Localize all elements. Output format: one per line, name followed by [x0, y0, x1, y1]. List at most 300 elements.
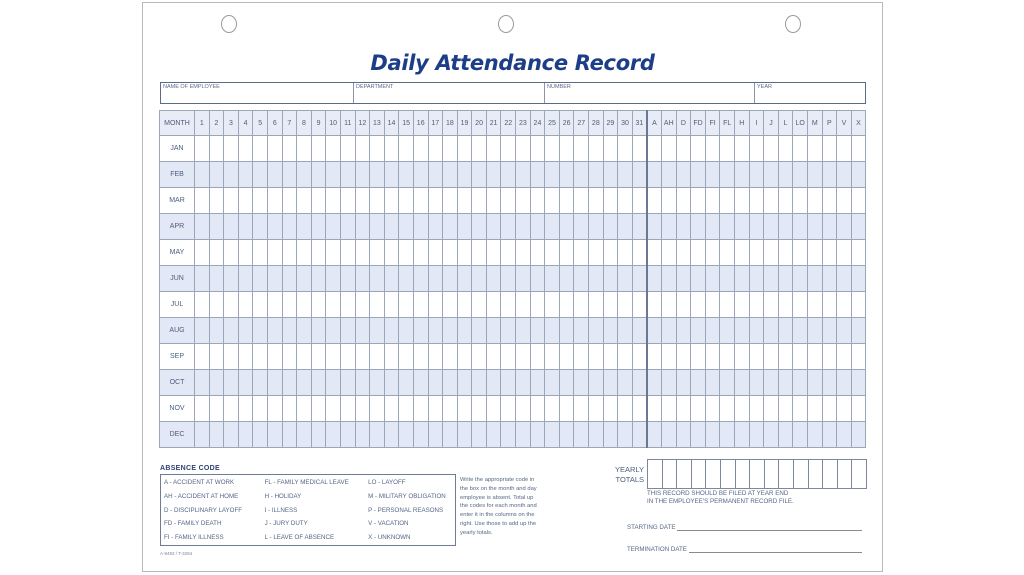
day-cell[interactable]: [457, 136, 472, 162]
code-total-cell[interactable]: [778, 240, 793, 266]
code-total-cell[interactable]: [778, 370, 793, 396]
day-cell[interactable]: [428, 162, 443, 188]
day-cell[interactable]: [545, 318, 560, 344]
day-cell[interactable]: [224, 240, 239, 266]
day-cell[interactable]: [501, 136, 516, 162]
day-cell[interactable]: [355, 162, 370, 188]
day-cell[interactable]: [603, 396, 618, 422]
day-cell[interactable]: [399, 266, 414, 292]
day-cell[interactable]: [530, 188, 545, 214]
code-total-cell[interactable]: [807, 422, 822, 448]
day-cell[interactable]: [340, 318, 355, 344]
code-total-cell[interactable]: [778, 292, 793, 318]
day-cell[interactable]: [472, 344, 487, 370]
day-cell[interactable]: [589, 318, 604, 344]
day-cell[interactable]: [340, 266, 355, 292]
code-total-cell[interactable]: [778, 396, 793, 422]
day-cell[interactable]: [282, 266, 297, 292]
day-cell[interactable]: [326, 396, 341, 422]
code-total-cell[interactable]: [662, 292, 677, 318]
day-cell[interactable]: [516, 214, 531, 240]
yearly-total-cell[interactable]: [735, 460, 750, 489]
day-cell[interactable]: [559, 422, 574, 448]
day-cell[interactable]: [603, 188, 618, 214]
code-total-cell[interactable]: [749, 240, 764, 266]
day-cell[interactable]: [195, 318, 210, 344]
day-cell[interactable]: [413, 344, 428, 370]
day-cell[interactable]: [370, 136, 385, 162]
code-total-cell[interactable]: [822, 136, 837, 162]
day-cell[interactable]: [530, 422, 545, 448]
code-total-cell[interactable]: [705, 396, 720, 422]
code-total-cell[interactable]: [764, 396, 779, 422]
day-cell[interactable]: [589, 188, 604, 214]
day-cell[interactable]: [443, 188, 458, 214]
code-total-cell[interactable]: [749, 188, 764, 214]
code-total-cell[interactable]: [764, 344, 779, 370]
day-cell[interactable]: [399, 188, 414, 214]
day-cell[interactable]: [559, 292, 574, 318]
day-cell[interactable]: [516, 344, 531, 370]
day-cell[interactable]: [355, 318, 370, 344]
day-cell[interactable]: [282, 240, 297, 266]
day-cell[interactable]: [355, 266, 370, 292]
code-total-cell[interactable]: [793, 162, 808, 188]
day-cell[interactable]: [443, 214, 458, 240]
code-total-cell[interactable]: [851, 318, 866, 344]
day-cell[interactable]: [457, 292, 472, 318]
day-cell[interactable]: [267, 240, 282, 266]
day-cell[interactable]: [501, 162, 516, 188]
day-cell[interactable]: [618, 370, 633, 396]
yearly-total-cell[interactable]: [779, 460, 794, 489]
code-total-cell[interactable]: [837, 370, 852, 396]
yearly-total-cell[interactable]: [662, 460, 677, 489]
yearly-total-cell[interactable]: [823, 460, 838, 489]
code-total-cell[interactable]: [764, 240, 779, 266]
day-cell[interactable]: [267, 136, 282, 162]
day-cell[interactable]: [297, 370, 312, 396]
day-cell[interactable]: [267, 292, 282, 318]
day-cell[interactable]: [209, 188, 224, 214]
code-total-cell[interactable]: [647, 318, 662, 344]
code-total-cell[interactable]: [807, 240, 822, 266]
day-cell[interactable]: [297, 292, 312, 318]
day-cell[interactable]: [457, 318, 472, 344]
day-cell[interactable]: [486, 396, 501, 422]
code-total-cell[interactable]: [647, 162, 662, 188]
code-total-cell[interactable]: [793, 188, 808, 214]
day-cell[interactable]: [238, 318, 253, 344]
day-cell[interactable]: [195, 422, 210, 448]
day-cell[interactable]: [472, 136, 487, 162]
day-cell[interactable]: [253, 292, 268, 318]
code-total-cell[interactable]: [705, 214, 720, 240]
day-cell[interactable]: [516, 240, 531, 266]
day-cell[interactable]: [545, 162, 560, 188]
code-total-cell[interactable]: [764, 162, 779, 188]
code-total-cell[interactable]: [822, 292, 837, 318]
code-total-cell[interactable]: [662, 396, 677, 422]
day-cell[interactable]: [486, 214, 501, 240]
day-cell[interactable]: [209, 214, 224, 240]
day-cell[interactable]: [443, 136, 458, 162]
day-cell[interactable]: [530, 136, 545, 162]
day-cell[interactable]: [311, 318, 326, 344]
day-cell[interactable]: [267, 344, 282, 370]
day-cell[interactable]: [209, 240, 224, 266]
day-cell[interactable]: [603, 292, 618, 318]
day-cell[interactable]: [340, 214, 355, 240]
code-total-cell[interactable]: [691, 370, 706, 396]
code-total-cell[interactable]: [662, 422, 677, 448]
code-total-cell[interactable]: [822, 396, 837, 422]
day-cell[interactable]: [326, 344, 341, 370]
day-cell[interactable]: [311, 422, 326, 448]
day-cell[interactable]: [297, 214, 312, 240]
code-total-cell[interactable]: [793, 136, 808, 162]
day-cell[interactable]: [501, 292, 516, 318]
day-cell[interactable]: [632, 396, 647, 422]
day-cell[interactable]: [516, 396, 531, 422]
code-total-cell[interactable]: [676, 136, 691, 162]
day-cell[interactable]: [603, 422, 618, 448]
day-cell[interactable]: [589, 240, 604, 266]
day-cell[interactable]: [311, 396, 326, 422]
day-cell[interactable]: [516, 266, 531, 292]
day-cell[interactable]: [516, 188, 531, 214]
day-cell[interactable]: [355, 422, 370, 448]
yearly-total-cell[interactable]: [720, 460, 735, 489]
day-cell[interactable]: [603, 240, 618, 266]
day-cell[interactable]: [413, 370, 428, 396]
day-cell[interactable]: [501, 422, 516, 448]
day-cell[interactable]: [559, 136, 574, 162]
day-cell[interactable]: [355, 396, 370, 422]
day-cell[interactable]: [559, 162, 574, 188]
day-cell[interactable]: [486, 318, 501, 344]
day-cell[interactable]: [428, 370, 443, 396]
day-cell[interactable]: [195, 396, 210, 422]
day-cell[interactable]: [340, 240, 355, 266]
day-cell[interactable]: [209, 136, 224, 162]
code-total-cell[interactable]: [822, 240, 837, 266]
day-cell[interactable]: [224, 396, 239, 422]
day-cell[interactable]: [574, 188, 589, 214]
day-cell[interactable]: [501, 396, 516, 422]
day-cell[interactable]: [486, 344, 501, 370]
day-cell[interactable]: [443, 240, 458, 266]
day-cell[interactable]: [443, 162, 458, 188]
day-cell[interactable]: [355, 188, 370, 214]
day-cell[interactable]: [282, 136, 297, 162]
day-cell[interactable]: [195, 214, 210, 240]
day-cell[interactable]: [297, 162, 312, 188]
day-cell[interactable]: [428, 240, 443, 266]
day-cell[interactable]: [253, 162, 268, 188]
code-total-cell[interactable]: [764, 136, 779, 162]
code-total-cell[interactable]: [749, 396, 764, 422]
day-cell[interactable]: [224, 162, 239, 188]
code-total-cell[interactable]: [851, 370, 866, 396]
day-cell[interactable]: [530, 240, 545, 266]
day-cell[interactable]: [238, 162, 253, 188]
day-cell[interactable]: [603, 370, 618, 396]
code-total-cell[interactable]: [734, 136, 749, 162]
code-total-cell[interactable]: [749, 214, 764, 240]
code-total-cell[interactable]: [705, 266, 720, 292]
day-cell[interactable]: [574, 396, 589, 422]
day-cell[interactable]: [224, 136, 239, 162]
code-total-cell[interactable]: [662, 240, 677, 266]
day-cell[interactable]: [618, 266, 633, 292]
yearly-total-cell[interactable]: [852, 460, 867, 489]
day-cell[interactable]: [574, 370, 589, 396]
day-cell[interactable]: [399, 214, 414, 240]
day-cell[interactable]: [370, 162, 385, 188]
code-total-cell[interactable]: [764, 318, 779, 344]
code-total-cell[interactable]: [662, 162, 677, 188]
code-total-cell[interactable]: [734, 344, 749, 370]
code-total-cell[interactable]: [720, 266, 735, 292]
day-cell[interactable]: [297, 136, 312, 162]
code-total-cell[interactable]: [749, 266, 764, 292]
day-cell[interactable]: [340, 188, 355, 214]
day-cell[interactable]: [370, 266, 385, 292]
code-total-cell[interactable]: [647, 344, 662, 370]
code-total-cell[interactable]: [734, 188, 749, 214]
day-cell[interactable]: [413, 266, 428, 292]
day-cell[interactable]: [195, 292, 210, 318]
termination-date-field[interactable]: [627, 545, 862, 553]
code-total-cell[interactable]: [749, 344, 764, 370]
day-cell[interactable]: [530, 292, 545, 318]
day-cell[interactable]: [574, 318, 589, 344]
day-cell[interactable]: [428, 214, 443, 240]
day-cell[interactable]: [326, 422, 341, 448]
day-cell[interactable]: [618, 422, 633, 448]
code-total-cell[interactable]: [764, 422, 779, 448]
code-total-cell[interactable]: [851, 162, 866, 188]
code-total-cell[interactable]: [691, 318, 706, 344]
day-cell[interactable]: [326, 266, 341, 292]
code-total-cell[interactable]: [676, 240, 691, 266]
day-cell[interactable]: [326, 318, 341, 344]
day-cell[interactable]: [384, 344, 399, 370]
code-total-cell[interactable]: [647, 370, 662, 396]
code-total-cell[interactable]: [778, 422, 793, 448]
day-cell[interactable]: [443, 318, 458, 344]
yearly-total-cell[interactable]: [837, 460, 852, 489]
yearly-total-cell[interactable]: [764, 460, 779, 489]
day-cell[interactable]: [559, 266, 574, 292]
day-cell[interactable]: [559, 318, 574, 344]
code-total-cell[interactable]: [851, 396, 866, 422]
day-cell[interactable]: [253, 422, 268, 448]
day-cell[interactable]: [195, 162, 210, 188]
code-total-cell[interactable]: [807, 396, 822, 422]
code-total-cell[interactable]: [822, 162, 837, 188]
day-cell[interactable]: [238, 370, 253, 396]
day-cell[interactable]: [413, 162, 428, 188]
day-cell[interactable]: [209, 318, 224, 344]
code-total-cell[interactable]: [793, 370, 808, 396]
day-cell[interactable]: [443, 292, 458, 318]
code-total-cell[interactable]: [662, 136, 677, 162]
day-cell[interactable]: [603, 266, 618, 292]
day-cell[interactable]: [340, 136, 355, 162]
code-total-cell[interactable]: [778, 136, 793, 162]
day-cell[interactable]: [238, 396, 253, 422]
day-cell[interactable]: [472, 396, 487, 422]
day-cell[interactable]: [516, 292, 531, 318]
day-cell[interactable]: [413, 396, 428, 422]
code-total-cell[interactable]: [837, 318, 852, 344]
day-cell[interactable]: [384, 292, 399, 318]
code-total-cell[interactable]: [837, 422, 852, 448]
day-cell[interactable]: [530, 370, 545, 396]
day-cell[interactable]: [516, 318, 531, 344]
day-cell[interactable]: [516, 162, 531, 188]
day-cell[interactable]: [443, 422, 458, 448]
day-cell[interactable]: [574, 240, 589, 266]
code-total-cell[interactable]: [705, 162, 720, 188]
day-cell[interactable]: [355, 370, 370, 396]
day-cell[interactable]: [618, 396, 633, 422]
day-cell[interactable]: [618, 214, 633, 240]
termination-date-line[interactable]: [689, 545, 862, 553]
day-cell[interactable]: [326, 162, 341, 188]
code-total-cell[interactable]: [807, 136, 822, 162]
day-cell[interactable]: [297, 422, 312, 448]
day-cell[interactable]: [238, 214, 253, 240]
day-cell[interactable]: [209, 344, 224, 370]
code-total-cell[interactable]: [720, 292, 735, 318]
day-cell[interactable]: [603, 318, 618, 344]
day-cell[interactable]: [472, 266, 487, 292]
yearly-total-cell[interactable]: [750, 460, 765, 489]
code-total-cell[interactable]: [778, 318, 793, 344]
day-cell[interactable]: [253, 396, 268, 422]
day-cell[interactable]: [370, 214, 385, 240]
day-cell[interactable]: [545, 214, 560, 240]
day-cell[interactable]: [632, 136, 647, 162]
code-total-cell[interactable]: [734, 396, 749, 422]
code-total-cell[interactable]: [676, 318, 691, 344]
day-cell[interactable]: [384, 370, 399, 396]
day-cell[interactable]: [399, 318, 414, 344]
day-cell[interactable]: [253, 266, 268, 292]
day-cell[interactable]: [224, 266, 239, 292]
day-cell[interactable]: [384, 266, 399, 292]
code-total-cell[interactable]: [691, 266, 706, 292]
code-total-cell[interactable]: [691, 344, 706, 370]
code-total-cell[interactable]: [822, 266, 837, 292]
code-total-cell[interactable]: [807, 214, 822, 240]
code-total-cell[interactable]: [676, 292, 691, 318]
day-cell[interactable]: [253, 214, 268, 240]
code-total-cell[interactable]: [793, 396, 808, 422]
code-total-cell[interactable]: [793, 214, 808, 240]
day-cell[interactable]: [428, 318, 443, 344]
day-cell[interactable]: [195, 240, 210, 266]
code-total-cell[interactable]: [705, 318, 720, 344]
day-cell[interactable]: [370, 188, 385, 214]
code-total-cell[interactable]: [793, 240, 808, 266]
day-cell[interactable]: [195, 370, 210, 396]
day-cell[interactable]: [340, 344, 355, 370]
day-cell[interactable]: [297, 240, 312, 266]
day-cell[interactable]: [311, 370, 326, 396]
day-cell[interactable]: [370, 422, 385, 448]
day-cell[interactable]: [355, 136, 370, 162]
day-cell[interactable]: [589, 266, 604, 292]
day-cell[interactable]: [253, 136, 268, 162]
number-field[interactable]: [545, 83, 755, 103]
day-cell[interactable]: [559, 214, 574, 240]
day-cell[interactable]: [238, 188, 253, 214]
code-total-cell[interactable]: [691, 188, 706, 214]
day-cell[interactable]: [618, 136, 633, 162]
day-cell[interactable]: [399, 162, 414, 188]
day-cell[interactable]: [589, 214, 604, 240]
day-cell[interactable]: [457, 240, 472, 266]
day-cell[interactable]: [370, 318, 385, 344]
code-total-cell[interactable]: [778, 162, 793, 188]
day-cell[interactable]: [501, 188, 516, 214]
day-cell[interactable]: [545, 396, 560, 422]
day-cell[interactable]: [545, 292, 560, 318]
code-total-cell[interactable]: [822, 422, 837, 448]
code-total-cell[interactable]: [676, 344, 691, 370]
day-cell[interactable]: [224, 318, 239, 344]
day-cell[interactable]: [384, 136, 399, 162]
day-cell[interactable]: [370, 292, 385, 318]
code-total-cell[interactable]: [662, 214, 677, 240]
day-cell[interactable]: [413, 188, 428, 214]
day-cell[interactable]: [472, 422, 487, 448]
day-cell[interactable]: [297, 266, 312, 292]
day-cell[interactable]: [457, 396, 472, 422]
day-cell[interactable]: [472, 214, 487, 240]
day-cell[interactable]: [399, 136, 414, 162]
code-total-cell[interactable]: [807, 162, 822, 188]
day-cell[interactable]: [603, 214, 618, 240]
code-total-cell[interactable]: [749, 422, 764, 448]
code-total-cell[interactable]: [778, 214, 793, 240]
day-cell[interactable]: [574, 136, 589, 162]
day-cell[interactable]: [399, 240, 414, 266]
code-total-cell[interactable]: [807, 318, 822, 344]
day-cell[interactable]: [209, 162, 224, 188]
day-cell[interactable]: [297, 344, 312, 370]
day-cell[interactable]: [267, 370, 282, 396]
department-field[interactable]: [354, 83, 545, 103]
day-cell[interactable]: [574, 162, 589, 188]
day-cell[interactable]: [530, 214, 545, 240]
day-cell[interactable]: [340, 292, 355, 318]
day-cell[interactable]: [589, 422, 604, 448]
day-cell[interactable]: [370, 396, 385, 422]
day-cell[interactable]: [632, 240, 647, 266]
day-cell[interactable]: [326, 240, 341, 266]
code-total-cell[interactable]: [691, 162, 706, 188]
day-cell[interactable]: [355, 214, 370, 240]
day-cell[interactable]: [267, 396, 282, 422]
code-total-cell[interactable]: [749, 370, 764, 396]
day-cell[interactable]: [501, 214, 516, 240]
code-total-cell[interactable]: [793, 266, 808, 292]
